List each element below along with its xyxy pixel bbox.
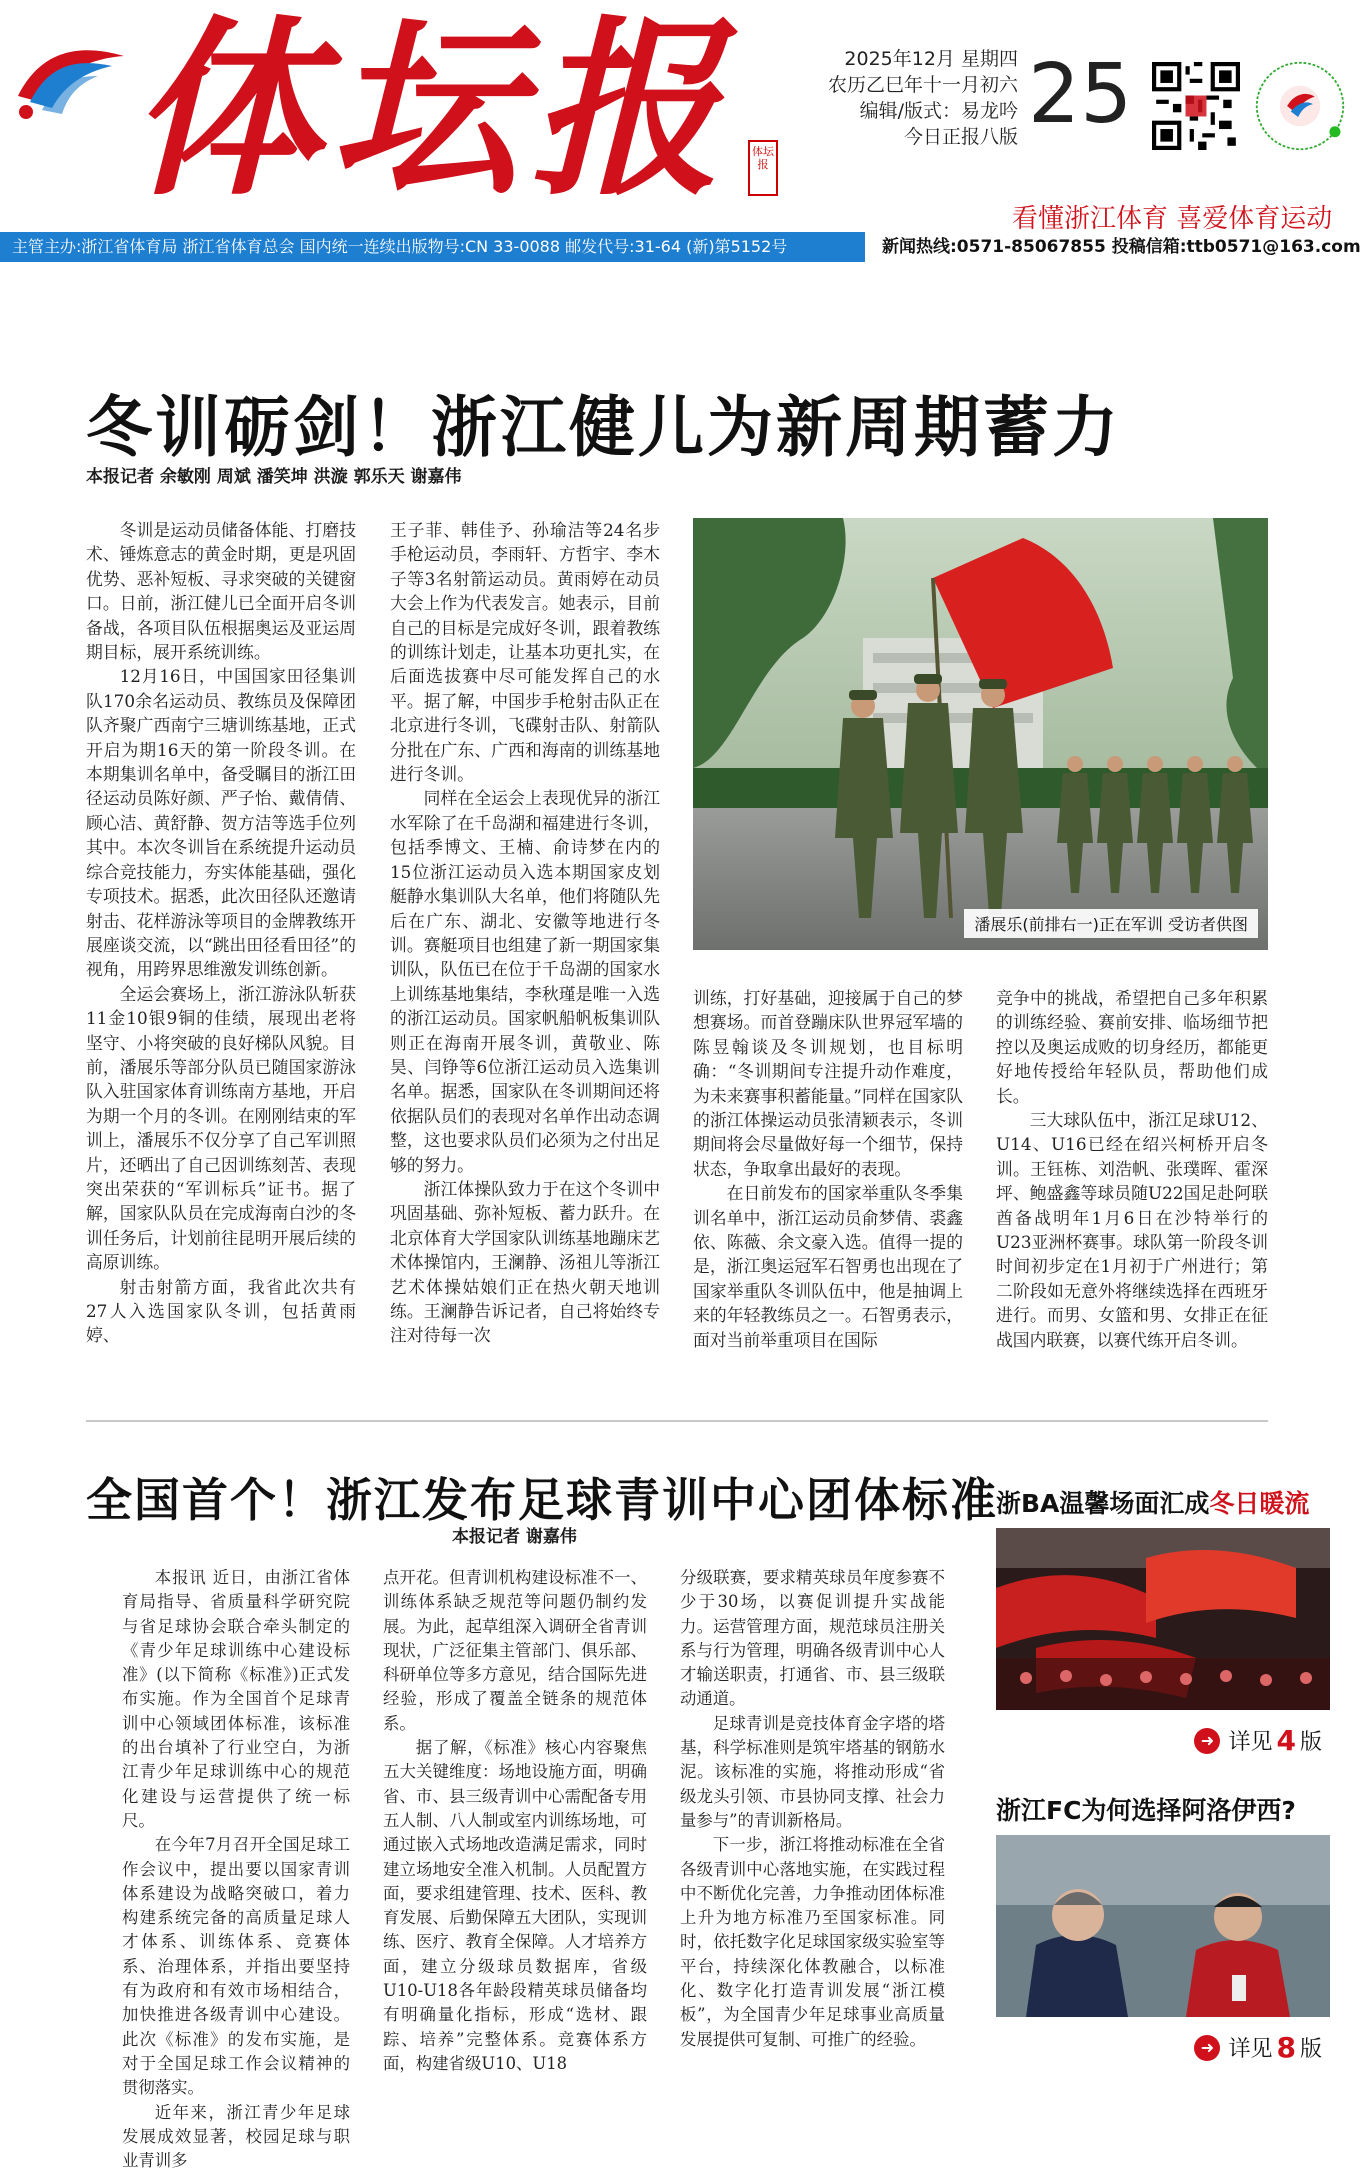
article1-column-1 — [86, 518, 356, 1382]
paragraph: 竞争中的挑战，希望把自己多年积累的训练经验、赛前安排、临场细节把控以及奥运成败的切身经历，都能更好地传授给年轻队员，帮助他们成长。 — [996, 988, 1268, 1106]
article1-column-2 — [390, 518, 660, 1382]
lunar-date: 农历乙巳年十一月初六 — [827, 74, 1018, 96]
teaser-2-link[interactable] — [996, 2031, 1336, 2064]
teaser-1-photo — [996, 1528, 1330, 1710]
page-suffix: 版 — [1299, 2037, 1322, 2062]
paper-name: 体坛报 — [130, 0, 731, 221]
paragraph: 12月16日，中国国家田径集训队170余名运动员、教练员及保障团队齐聚广西南宁三塘训练基地，正式开启为期16天的第一阶段冬训。在本期集训名单中，备受瞩目的浙江田径运动员陈好颜、严子怡、戴倩倩、顾心洁、黄舒静、贺方洁等选手位列其中。本次冬训旨在系统提升运动员综合竞技能力，夯实体能基础，强化专项技术。据悉，此次田径队还邀请射击、花样游泳等项目的金牌教练开展座谈交流，以“跳出田径看田径”的视角，用跨界思维激发训练创新。 — [86, 666, 356, 980]
page-number: 4 — [1276, 1724, 1296, 1757]
article1-headline: 冬训砺剑！浙江健儿为新周期蓄力 — [86, 389, 1121, 466]
paragraph: 在日前发布的国家举重队冬季集训名单中，浙江运动员俞梦倩、裘鑫依、陈薇、余文豪入选。值得一提的是，浙江奥运冠军石智勇也出现在了国家举重队冬训队伍中，他是抽调上来的年轻教练员之一。石智勇表示，面对当前举重项目在国际 — [693, 1183, 963, 1350]
paragraph: 训练，打好基础，迎接属于自己的梦想赛场。而首登蹦床队世界冠军墙的陈昱翰谈及冬训规划，也目标明确：“冬训期间专注提升动作难度，为未来赛事积蓄能量。”同样在国家队的浙江体操运动员张清颖表示，冬训期间将会尽量做好每一个细节，保持状态，争取拿出最好的表现。 — [693, 988, 963, 1179]
date-block — [818, 46, 1018, 150]
page-number: 8 — [1276, 2031, 1296, 2064]
article2-column-1 — [122, 1566, 350, 2171]
slogan: 看懂浙江体育 喜爱体育运动 — [1012, 204, 1333, 234]
page-count: 今日正报八版 — [903, 126, 1018, 148]
teaser-2-title: 浙江FC为何选择阿洛伊西? — [996, 1796, 1296, 1825]
paragraph: 冬训是运动员储备体能、打磨技术、锤炼意志的黄金时期，更是巩固优势、恶补短板、寻求突破的关键窗口。日前，浙江健儿已全面开启冬训备战，各项目队伍根据奥运及亚运周期目标，展开系统训练。 — [86, 520, 356, 663]
teaser-1-title-text: 浙BA温馨场面汇成 — [996, 1489, 1210, 1518]
seal-stamp: 体坛报 — [748, 140, 778, 196]
teaser-1-title-highlight: 冬日暖流 — [1209, 1489, 1310, 1518]
paragraph: 点开花。但青训机构建设标准不一、训练体系缺乏规范等问题仍制约发展。为此，起草组深入调研全省青训现状，广泛征集主管部门、俱乐部、科研单位等多方意见，结合国际先进经验，形成了覆盖全链条的规范体系。 — [383, 1568, 647, 1733]
qr-code-icon — [1152, 62, 1240, 150]
issue-date: 2025年12月 — [844, 48, 955, 70]
paragraph: 同样在全运会上表现优异的浙江水军除了在千岛湖和福建进行冬训，包括季博文、王楠、俞诗梦在内的15位浙江运动员入选本期国家皮划艇静水集训队大名单，他们将随队先后在广东、湖北、安徽等地进行冬训。赛艇项目也组建了新一期国家集训队，队伍已在位于千岛湖的国家水上训练基地集结，李秋瑾是唯一入选的浙江运动员。国家帆船帆板集训队则正在海南开展冬训，黄敬业、陈昊、闫铮等6位浙江运动员入选集训名单。据悉，国家队在冬训期间还将依据队员们的表现对名单作出动态调整，这也要求队员们必须为之付出足够的努力。 — [390, 788, 660, 1175]
paragraph: 全运会赛场上，浙江游泳队斩获11金10银9铜的佳绩，展现出老将坚守、小将突破的良好梯队风貌。目前，潘展乐等部分队员已随国家游泳队入驻国家体育训练南方基地，开启为期一个月的冬训。在刚刚结束的军训上，潘展乐不仅分享了自己军训照片，还晒出了自己因训练刻苦、表现突出荣获的“军训标兵”证书。据了解，国家队队员在完成海南白沙的冬训任务后，计划前往昆明开展后续的高原训练。 — [86, 983, 356, 1273]
article1-column-4 — [996, 986, 1268, 1382]
masthead — [0, 0, 1350, 234]
paragraph: 足球青训是竞技体育金字塔的塔基，科学标准则是筑牢塔基的钢筋水泥。该标准的实施，将推动形成“省级龙头引领、市县协同支撑、社会力量参与”的青训新格局。 — [680, 1713, 945, 1830]
publication-info-bar: 主管主办:浙江省体育局 浙江省体育总会 国内统一连续出版物号:CN 33-0088 邮发代号:31-64 (新)第5152号 — [0, 232, 865, 262]
sidebar-teasers — [996, 1484, 1336, 2064]
paragraph: 在今年7月召开全国足球工作会议中，提出要以国家青训体系建设为战略突破口，着力构建系统完备的高质量足球人才体系、训练体系、竞赛体系、治理体系，并指出要坚持有为政府和有效市场相结合，加快推进各级青训中心建设。此次《标准》的发布实施，是对于全国足球工作会议精神的贯彻落实。 — [122, 1835, 350, 2098]
article1-column-3 — [693, 986, 963, 1382]
teaser-1-link[interactable] — [996, 1724, 1336, 1757]
arrow-right-icon: ➜ — [1194, 2035, 1220, 2061]
section-divider — [86, 1420, 1268, 1422]
editor-credit: 编辑/版式：易龙吟 — [859, 100, 1018, 122]
teaser-1-title — [996, 1484, 1336, 1520]
teaser-2-photo — [996, 1835, 1330, 2017]
article2-headline: 全国首个！浙江发布足球青训中心团体标准 — [86, 1473, 998, 1527]
page-suffix: 版 — [1299, 1730, 1322, 1755]
paragraph: 据了解，《标准》核心内容聚焦五大关键维度：场地设施方面，明确省、市、县三级青训中心需配备专用五人制、八人制或室内训练场地，可通过嵌入式场地改造满足需求，同时建立场地安全准入机制。人员配置方面，要求组建管理、技术、医科、教育发展、后勤保障五大团队，实现训练、医疗、教育全保障。人才培养方面，建立分级球员数据库，省级U10-U18各年龄段精英球员储备均有明确量化指标，形成“选材、跟踪、培养”完整体系。竞赛体系方面，构建省级U10、U18 — [383, 1738, 647, 2073]
weekday: 星期四 — [960, 48, 1018, 70]
article1-byline: 本报记者 余敏刚 周斌 潘笑坤 洪漩 郭乐天 谢嘉伟 — [86, 467, 462, 487]
arrow-right-icon: ➜ — [1194, 1728, 1220, 1754]
photo-caption: 潘展乐(前排右一)正在军训 受访者供图 — [964, 909, 1258, 938]
paragraph: 近年来，浙江青少年足球发展成效显著，校园足球与职业青训多 — [122, 2102, 350, 2171]
paragraph: 王子菲、韩佳予、孙瑜洁等24名步手枪运动员，李雨轩、方哲宇、李木子等3名射箭运动员。黄雨婷在动员大会上作为代表发言。她表示，目前自己的目标是完成好冬训，跟着教练的训练计划走，让基本功更扎实，在后面选拔赛中尽可能发挥自己的水平。据了解，中国步手枪射击队正在北京进行冬训，飞碟射击队、射箭队分批在广东、广西和海南的训练基地进行冬训。 — [390, 520, 660, 785]
article1-photo — [693, 518, 1268, 950]
paragraph: 浙江体操队致力于在这个冬训中巩固基础、弥补短板、蓄力跃升。在北京体育大学国家队训练基地蹦床艺术体操馆内，王澜静、汤祖儿等浙江艺术体操姑娘们正在热火朝天地训练。王澜静告诉记者，自己将始终专注对待每一次 — [390, 1178, 660, 1346]
newspaper-logo-icon — [12, 40, 132, 120]
wechat-qr-icon — [1254, 60, 1346, 152]
see-label: 详见 — [1228, 2037, 1273, 2062]
contact-line: 新闻热线:0571-85067855 投稿信箱:ttb0571@163.com — [882, 237, 1361, 257]
paragraph: 射击射箭方面，我省此次共有27人入选国家队冬训，包括黄雨婷、 — [86, 1276, 356, 1346]
paragraph: 本报讯 近日，由浙江省体育局指导、省质量科学研究院与省足球协会联合牵头制定的《青少年足球训练中心建设标准》(以下简称《标准》)正式发布实施。作为全国首个足球青训中心领域团体标准，该标准的出台填补了行业空白，为浙江青少年足球训练中心的规范化建设与运营提供了统一标尺。 — [122, 1568, 350, 1830]
paragraph: 三大球队伍中，浙江足球U12、U14、U16已经在绍兴柯桥开启冬训。王钰栋、刘浩帆、张璞晖、霍深坪、鲍盛鑫等球员随U22国足赴阿联酋备战明年1月6日在沙特举行的U23亚洲杯赛事。球队第一阶段冬训时间初步定在1月初于广州进行；第二阶段如无意外将继续选择在西班牙进行。而男、女篮和男、女排正在征战国内联赛，以赛代练开启冬训。 — [996, 1110, 1268, 1350]
paragraph: 下一步，浙江将推动标准在全省各级青训中心落地实施，在实践过程中不断优化完善，力争推动团体标准上升为地方标准乃至国家标准。同时，依托数字化足球国家级实验室等平台，持续深化体教融合，以标准化、数字化打造青训发展“浙江模板”，为全国青少年足球事业高质量发展提供可复制、可推广的经验。 — [680, 1835, 945, 2049]
paragraph: 分级联赛，要求精英球员年度参赛不少于30场，以赛促训提升实战能力。运营管理方面，规范球员注册关系与行为管理，明确各级青训中心人才输送职责，打通省、市、县三级联动通道。 — [680, 1568, 945, 1709]
article2-column-3 — [680, 1566, 945, 2096]
article2-byline: 本报记者 谢嘉伟 — [452, 1527, 577, 1547]
article2-column-2 — [383, 1566, 647, 2096]
military-training-photo — [693, 518, 1268, 950]
day-number: 25 — [1028, 47, 1133, 142]
see-label: 详见 — [1228, 1730, 1273, 1755]
